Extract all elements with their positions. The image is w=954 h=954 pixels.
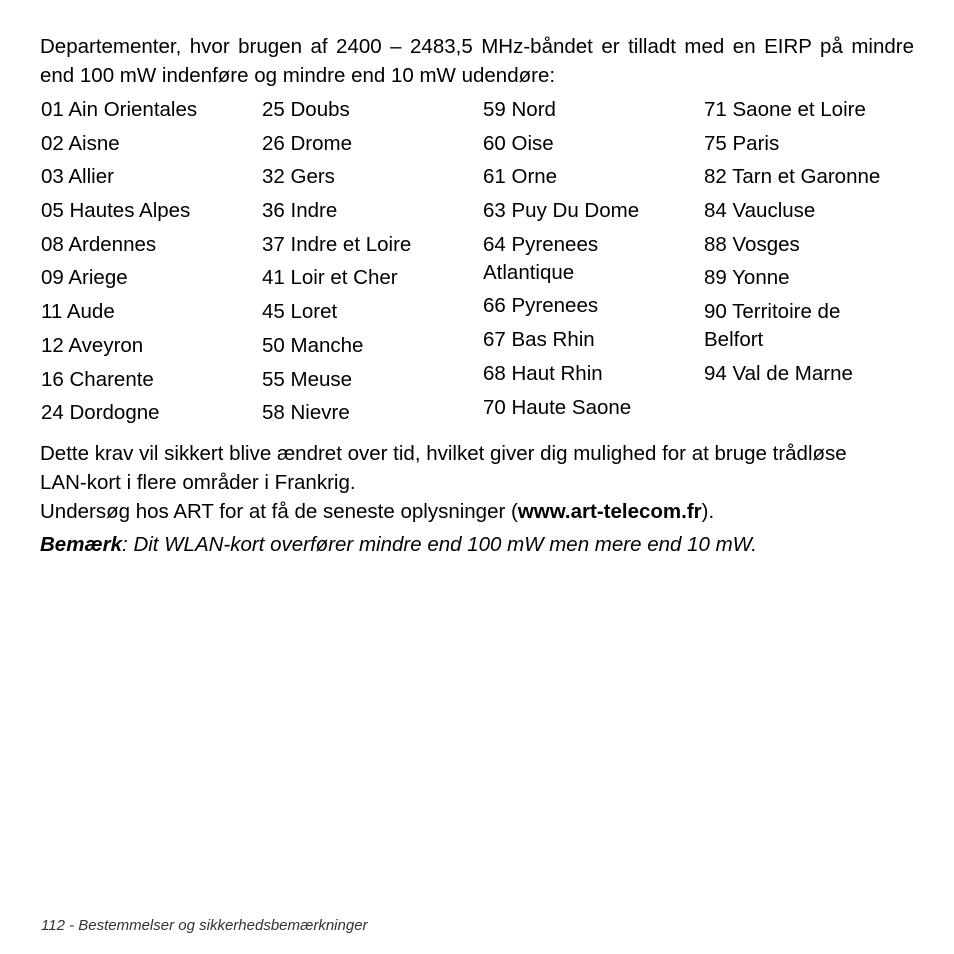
- outro-line-3: [40, 497, 914, 526]
- department-item: 90 Territoire de: [704, 300, 841, 324]
- department-item: 02 Aisne: [41, 131, 120, 155]
- outro-line-1: Dette krav vil sikkert blive ændret over tid, hvilket giver dig mulighed for at bruge trådløse: [40, 441, 847, 465]
- department-item: 36 Indre: [262, 199, 338, 223]
- department-item: 26 Drome: [262, 131, 353, 155]
- outro-line-2: LAN-kort i flere områder i Frankrig.: [40, 470, 356, 494]
- departments-column-2: [262, 96, 483, 433]
- outro-line-3-suffix: ).: [701, 499, 715, 523]
- department-item: 61 Orne: [483, 165, 558, 189]
- department-item: 03 Allier: [41, 165, 114, 189]
- departments-column-1: [41, 96, 262, 433]
- department-item: 05 Hautes Alpes: [41, 199, 191, 223]
- department-item: 41 Loir et Cher: [262, 266, 398, 290]
- department-item: 84 Vaucluse: [704, 199, 816, 223]
- department-item: 66 Pyrenees: [483, 294, 599, 318]
- department-item: 60 Oise: [483, 131, 554, 155]
- departments-table: [41, 96, 914, 433]
- department-item: 11 Aude: [41, 300, 115, 324]
- department-item: 08 Ardennes: [41, 232, 157, 256]
- department-item: 64 Pyrenees: [483, 232, 599, 256]
- department-item: 75 Paris: [704, 131, 780, 155]
- department-item-continuation: Belfort: [704, 328, 764, 352]
- department-item: 71 Saone et Loire: [704, 98, 866, 121]
- note-label: Bemærk: [40, 532, 123, 556]
- department-item: 25 Doubs: [262, 98, 350, 121]
- department-item-continuation: Atlantique: [483, 260, 575, 284]
- department-item: 89 Yonne: [704, 266, 790, 290]
- department-item: 67 Bas Rhin: [483, 328, 595, 352]
- department-item: 88 Vosges: [704, 232, 800, 256]
- department-item: 45 Loret: [262, 300, 338, 324]
- department-item: 37 Indre et Loire: [262, 232, 412, 256]
- departments-column-3: [483, 96, 704, 433]
- department-item: 09 Ariege: [41, 266, 128, 290]
- intro-paragraph: Departementer, hvor brugen af 2400 – 2483,5 MHz-båndet er tilladt med en EIRP på mindre end 100 mW indenføre og mindre end 10 mW udendøre:: [40, 35, 914, 87]
- note-paragraph: [40, 530, 914, 559]
- department-item: 12 Aveyron: [41, 333, 144, 357]
- department-item: 70 Haute Saone: [483, 395, 632, 419]
- department-item: 94 Val de Marne: [704, 361, 853, 385]
- department-item: 58 Nievre: [262, 401, 350, 425]
- department-item: 63 Puy Du Dome: [483, 199, 640, 223]
- department-item: 24 Dordogne: [41, 401, 160, 425]
- department-item: 32 Gers: [262, 165, 335, 189]
- page-footer: 112 - Bestemmelser og sikkerhedsbemærkninger: [41, 917, 368, 934]
- page-content: [40, 32, 914, 559]
- outro-paragraph: [40, 439, 914, 526]
- department-item: 50 Manche: [262, 333, 364, 357]
- department-item: 82 Tarn et Garonne: [704, 165, 881, 189]
- department-item: 68 Haut Rhin: [483, 361, 603, 385]
- department-item: 16 Charente: [41, 367, 154, 391]
- art-telecom-link[interactable]: www.art-telecom.fr: [517, 499, 702, 523]
- departments-column-4: [704, 96, 917, 433]
- department-item: 55 Meuse: [262, 367, 353, 391]
- note-text: : Dit WLAN-kort overfører mindre end 100 mW men mere end 10 mW.: [122, 532, 757, 556]
- outro-line-3-prefix: Undersøg hos ART for at få de seneste oplysninger (: [40, 499, 518, 523]
- department-item: 59 Nord: [483, 98, 556, 121]
- department-item: 01 Ain Orientales: [41, 98, 198, 121]
